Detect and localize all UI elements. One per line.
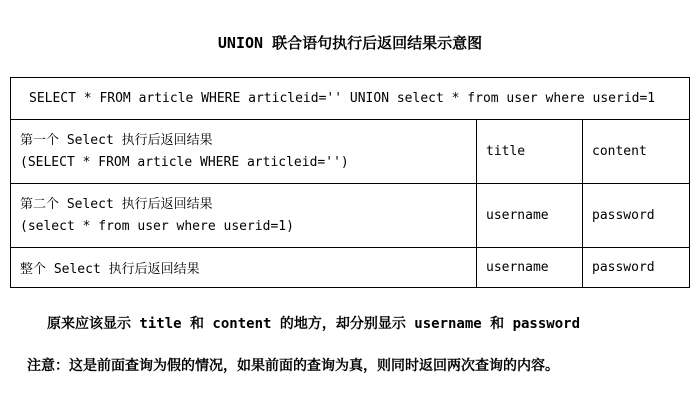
whole-select-col2: password xyxy=(583,248,690,288)
second-select-label: 第二个 Select 执行后返回结果 xyxy=(20,196,213,212)
second-select-query: (select * from user where userid=1) xyxy=(20,218,294,234)
second-select-description xyxy=(11,184,477,248)
first-select-description xyxy=(11,120,477,184)
whole-select-label: 整个 Select 执行后返回结果 xyxy=(11,248,477,288)
first-select-row xyxy=(11,120,690,184)
first-select-label: 第一个 Select 执行后返回结果 xyxy=(20,132,213,148)
explanation-note: 原来应该显示 title 和 content 的地方，却分别显示 username 和 password xyxy=(47,316,581,332)
whole-select-row xyxy=(11,248,690,288)
whole-select-col1: username xyxy=(477,248,583,288)
first-select-query: (SELECT * FROM article WHERE articleid='') xyxy=(20,154,349,170)
union-result-table xyxy=(10,77,690,288)
second-select-col2: password xyxy=(583,184,690,248)
second-select-col1: username xyxy=(477,184,583,248)
first-select-col1: title xyxy=(477,120,583,184)
second-select-row xyxy=(11,184,690,248)
query-row xyxy=(11,78,690,120)
caution-note: 注意：这是前面查询为假的情况，如果前面的查询为真，则同时返回两次查询的内容。 xyxy=(27,358,559,374)
diagram-title: UNION 联合语句执行后返回结果示意图 xyxy=(217,34,483,52)
first-select-col2: content xyxy=(583,120,690,184)
union-query-text: SELECT * FROM article WHERE articleid='' UNION select * from user where userid=1 xyxy=(11,78,690,120)
